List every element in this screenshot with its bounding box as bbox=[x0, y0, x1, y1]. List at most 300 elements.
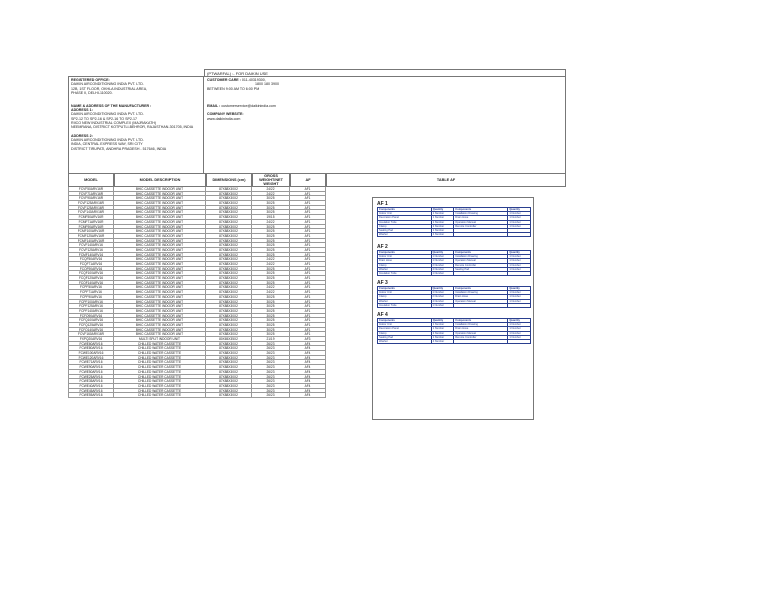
af-table bbox=[377, 207, 531, 237]
af-cell: AF1 bbox=[290, 257, 326, 262]
weight-cell: 30/25 bbox=[252, 332, 290, 337]
address-line: DAIKIN AIRCONDITIONING INDIA PVT. LTD. bbox=[71, 138, 144, 143]
af-table-cell: Operation Manual bbox=[454, 331, 508, 335]
model-cell: FCPF90ARV16 bbox=[68, 295, 114, 300]
weight-cell: 30/25 bbox=[252, 239, 290, 244]
model-cell: FCWE45ARV16 bbox=[68, 389, 114, 394]
af-cell: AF4 bbox=[290, 370, 326, 375]
dimensions-cell: 80X65X35X2 bbox=[206, 337, 252, 342]
af-table-cell bbox=[508, 340, 531, 344]
model-cell: FCWE100ARV16 bbox=[68, 351, 114, 356]
weight-cell: 24/22 bbox=[252, 257, 290, 262]
af-table-cell: Installation Drawing bbox=[454, 212, 508, 216]
dimensions-cell: 87X88X30X2 bbox=[206, 276, 252, 281]
af-table-cell: Insulation Tube bbox=[378, 303, 432, 307]
af-table-cell: 4 Number bbox=[431, 299, 454, 303]
af-table-cell: Components bbox=[378, 251, 432, 255]
af-table-cell: 2 Number bbox=[431, 295, 454, 299]
af-tables bbox=[372, 197, 534, 420]
af-cell: AF1 bbox=[290, 225, 326, 230]
description-cell: BHIC CASSETTE INDOOR UNIT bbox=[114, 220, 206, 225]
weight-cell: 30/25 bbox=[252, 243, 290, 248]
model-cell: FCWE80ARV16 bbox=[68, 346, 114, 351]
weight-cell: 30/25 bbox=[252, 225, 290, 230]
af-table-row bbox=[378, 340, 531, 344]
af-table-cell bbox=[454, 272, 508, 276]
description-cell: BHIC CASSETTE INDOOR UNIT bbox=[114, 248, 206, 253]
dimensions-cell: 87X88X30X2 bbox=[206, 196, 252, 201]
description-cell: BHIC CASSETTE INDOOR UNIT bbox=[114, 304, 206, 309]
model-cell: FXPQ20ARV16 bbox=[68, 337, 114, 342]
af-table-cell: 1 Number bbox=[508, 220, 531, 224]
weight-cell: 26/23 bbox=[252, 360, 290, 365]
af-table-cell: Quantity bbox=[431, 208, 454, 212]
af-cell: AF1 bbox=[290, 309, 326, 314]
af-table-cell: Components bbox=[454, 208, 508, 212]
af-cell: AF4 bbox=[290, 346, 326, 351]
dimensions-cell: 87X88X30X2 bbox=[206, 215, 252, 220]
registered-office-title: REGISTERED OFFICE: bbox=[71, 78, 110, 82]
model-cell: FCPF71ARV16 bbox=[68, 290, 114, 295]
description-cell: BHIC CASSETTE INDOOR UNIT bbox=[114, 206, 206, 211]
af-table-cell: Indoor Unit bbox=[378, 323, 432, 327]
af-table-cell: Remote Controller bbox=[454, 224, 508, 228]
dimensions-cell: 87X88X30X2 bbox=[206, 393, 252, 398]
af-table-group bbox=[377, 312, 531, 344]
af-cell: AF1 bbox=[290, 234, 326, 239]
af-table-cell: Drain Hose bbox=[454, 327, 508, 331]
af-table-cell: Components bbox=[378, 287, 432, 291]
weight-cell: 26/23 bbox=[252, 393, 290, 398]
weight-cell: 26/23 bbox=[252, 356, 290, 361]
weight-cell: 24/22 bbox=[252, 187, 290, 192]
af-cell: AF1 bbox=[290, 267, 326, 272]
weight-cell: 30/25 bbox=[252, 234, 290, 239]
col-dimensions: DIMENSIONS (cm) bbox=[206, 174, 252, 187]
dimensions-cell: 87X88X30X2 bbox=[206, 192, 252, 197]
weight-cell: 30/25 bbox=[252, 276, 290, 281]
af-table-cell: Washer bbox=[378, 233, 432, 237]
description-cell: CHILLED WATER CASSETTE bbox=[114, 389, 206, 394]
description-cell: CHILLED WATER CASSETTE bbox=[114, 342, 206, 347]
address-line: INDIA, CENTRAL EXPRESS WAY, SRI CITY bbox=[71, 142, 143, 147]
af-cell: AF4 bbox=[290, 384, 326, 389]
col-description: MODEL DESCRIPTION bbox=[114, 174, 206, 187]
description-cell: BHIC CASSETTE INDOOR UNIT bbox=[114, 276, 206, 281]
af-table-cell: Decoration Panel bbox=[378, 327, 432, 331]
description-cell: BHIC CASSETTE INDOOR UNIT bbox=[114, 332, 206, 337]
model-cell: FCVF50ARV16R bbox=[68, 187, 114, 192]
af-table-cell: 1 Number bbox=[431, 255, 454, 259]
weight-cell: 30/25 bbox=[252, 300, 290, 305]
weight-cell: 30/25 bbox=[252, 309, 290, 314]
af-cell: AF1 bbox=[290, 290, 326, 295]
weight-cell: 30/25 bbox=[252, 253, 290, 258]
model-cell: FCPF125ARV16 bbox=[68, 304, 114, 309]
af-table-cell: 2 Number bbox=[431, 331, 454, 335]
af-table-cell: Components bbox=[378, 208, 432, 212]
af-cell: AF4 bbox=[290, 375, 326, 380]
model-cell: FCFQ140ARV16 bbox=[68, 328, 114, 333]
address-line: DAIKIN AIRCONDITIONING INDIA PVT. LTD. bbox=[71, 82, 144, 87]
address-line: NEEMRANA, DISTRICT KOTPUTLI-BEHROR, RAJASTHAN-301705, INDIA bbox=[71, 125, 194, 130]
af-cell: AF4 bbox=[290, 389, 326, 394]
af-table-cell: Quantity bbox=[431, 319, 454, 323]
model-cell: FCQF125ARV16 bbox=[68, 276, 114, 281]
description-cell: BHIC CASSETTE INDOOR UNIT bbox=[114, 328, 206, 333]
col-table-af: TABLE AF bbox=[326, 174, 566, 187]
col-model: MODEL bbox=[68, 174, 114, 187]
model-cell: FCQF140ARV16 bbox=[68, 281, 114, 286]
weight-cell: 24/22 bbox=[252, 290, 290, 295]
af-cell: AF4 bbox=[290, 342, 326, 347]
dimensions-cell: 87X88X30X2 bbox=[206, 304, 252, 309]
af-table-cell bbox=[454, 340, 508, 344]
description-cell: BHIC CASSETTE INDOOR UNIT bbox=[114, 300, 206, 305]
af-cell: AF1 bbox=[290, 187, 326, 192]
dimensions-cell: 87X88X30X2 bbox=[206, 229, 252, 234]
af-table-cell: 2 Number bbox=[431, 224, 454, 228]
af-table-cell: 1 Number bbox=[508, 255, 531, 259]
description-cell: CHILLED WATER CASSETTE bbox=[114, 356, 206, 361]
weight-cell: 26/23 bbox=[252, 346, 290, 351]
weight-cell: 26/23 bbox=[252, 375, 290, 380]
dimensions-cell: 87X88X30X2 bbox=[206, 384, 252, 389]
address-line: PHASE II, DELHI-110020. bbox=[71, 90, 113, 95]
af-table-cell: 1 Number bbox=[431, 272, 454, 276]
af-cell: AF1 bbox=[290, 201, 326, 206]
address-block bbox=[68, 76, 204, 174]
model-cell: FCQF90ARV16 bbox=[68, 267, 114, 272]
af-table-cell: 1 Number bbox=[508, 295, 531, 299]
description-cell: CHILLED WATER CASSETTE bbox=[114, 346, 206, 351]
model-cell: FCQF100ARV16 bbox=[68, 271, 114, 276]
dimensions-cell: 87X88X30X2 bbox=[206, 187, 252, 192]
description-cell: CHILLED WATER CASSETTE bbox=[114, 375, 206, 380]
af-cell: AF1 bbox=[290, 220, 326, 225]
model-cell: FCPF100ARV16 bbox=[68, 300, 114, 305]
af-table-cell: Installation Drawing bbox=[454, 255, 508, 259]
col-af: AF bbox=[290, 174, 326, 187]
description-cell: CHILLED WATER CASSETTE bbox=[114, 393, 206, 398]
weight-cell: 30/25 bbox=[252, 281, 290, 286]
description-cell: BHIC CASSETTE INDOOR UNIT bbox=[114, 281, 206, 286]
af-table-cell: Operation Manual bbox=[454, 299, 508, 303]
address-line: SP2-12 TO SP2-16 & SP2-16 TO SP2-17 bbox=[71, 116, 138, 121]
address-line: RIICO NEW INDUSTRIAL COMPLEX (MAJRAKATH) bbox=[71, 120, 157, 125]
model-cell: FCVF125ARV16R bbox=[68, 201, 114, 206]
weight-cell: 30/25 bbox=[252, 271, 290, 276]
af-cell: AF1 bbox=[290, 276, 326, 281]
description-cell: BHIC CASSETTE INDOOR UNIT bbox=[114, 318, 206, 323]
af-cell: AF1 bbox=[290, 300, 326, 305]
weight-cell: 26/23 bbox=[252, 389, 290, 394]
website-link[interactable]: www.daikinindia.com bbox=[207, 116, 241, 121]
af-cell: AF1 bbox=[290, 271, 326, 276]
model-cell: FCVF125ARV16 bbox=[68, 248, 114, 253]
dimensions-cell: 87X88X30X2 bbox=[206, 225, 252, 230]
af-table-cell: Drain Hose bbox=[454, 295, 508, 299]
af-cell: AF1 bbox=[290, 332, 326, 337]
description-cell: CHILLED WATER CASSETTE bbox=[114, 365, 206, 370]
description-cell: BHIC CASSETTE INDOOR UNIT bbox=[114, 257, 206, 262]
description-cell: BHIC CASSETTE INDOOR UNIT bbox=[114, 225, 206, 230]
hours: BETWEEN 9:00 AM TO 6:00 PM bbox=[207, 86, 260, 91]
description-cell: CHILLED WATER CASSETTE bbox=[114, 379, 206, 384]
af-table-cell: Components bbox=[454, 287, 508, 291]
model-cell: FCQF50ARV16 bbox=[68, 257, 114, 262]
af-table-cell: Clamp bbox=[378, 295, 432, 299]
description-cell: BHIC CASSETTE INDOOR UNIT bbox=[114, 314, 206, 319]
af-cell: AF1 bbox=[290, 215, 326, 220]
af-cell: AF4 bbox=[290, 351, 326, 356]
spec-sheet bbox=[68, 69, 566, 452]
dimensions-cell: 87X88X30X2 bbox=[206, 234, 252, 239]
weight-cell: 30/25 bbox=[252, 201, 290, 206]
description-cell: CHILLED WATER CASSETTE bbox=[114, 351, 206, 356]
description-cell: BHIC CASSETTE INDOOR UNIT bbox=[114, 239, 206, 244]
af-table-cell: Indoor Unit bbox=[378, 212, 432, 216]
dimensions-cell: 87X88X30X2 bbox=[206, 346, 252, 351]
af-table-cell: Remote Controller bbox=[454, 335, 508, 339]
dimensions-cell: 87X88X30X2 bbox=[206, 285, 252, 290]
description-cell: BHIC CASSETTE INDOOR UNIT bbox=[114, 243, 206, 248]
af-cell: AF1 bbox=[290, 229, 326, 234]
description-cell: BHIC CASSETTE INDOOR UNIT bbox=[114, 196, 206, 201]
weight-cell: 30/25 bbox=[252, 229, 290, 234]
dimensions-cell: 87X88X30X2 bbox=[206, 290, 252, 295]
weight-cell: 30/25 bbox=[252, 210, 290, 215]
af-cell: AF1 bbox=[290, 262, 326, 267]
dimensions-cell: 87X88X30X2 bbox=[206, 318, 252, 323]
af-table-title: AF 2 bbox=[377, 244, 388, 250]
af-table-title: AF 1 bbox=[377, 201, 388, 207]
dimensions-cell: 87X88X30X2 bbox=[206, 220, 252, 225]
af-table-cell: 1 Number bbox=[508, 224, 531, 228]
af-table-cell: Decoration Panel bbox=[378, 216, 432, 220]
description-cell: BHIC CASSETTE INDOOR UNIT bbox=[114, 234, 206, 239]
dimensions-cell: 87X88X30X2 bbox=[206, 262, 252, 267]
af-cell: AF1 bbox=[290, 328, 326, 333]
address1-title: ADDRESS 1: bbox=[71, 108, 93, 113]
dimensions-cell: 87X88X30X2 bbox=[206, 300, 252, 305]
model-cell: FCFQ100ARV16 bbox=[68, 318, 114, 323]
af-cell: AF4 bbox=[290, 356, 326, 361]
af-table bbox=[377, 318, 531, 344]
address-line: 12B, 1ST FLOOR, OKHLA INDUSTRIAL AREA, bbox=[71, 86, 148, 91]
af-table-cell: Installation Drawing bbox=[454, 323, 508, 327]
af-table-cell: Components bbox=[378, 319, 432, 323]
description-cell: BHIC CASSETTE INDOOR UNIT bbox=[114, 192, 206, 197]
description-cell: BHIC CASSETTE INDOOR UNIT bbox=[114, 187, 206, 192]
weight-cell: 24/22 bbox=[252, 192, 290, 197]
dimensions-cell: 87X88X30X2 bbox=[206, 281, 252, 286]
af-cell: AF4 bbox=[290, 393, 326, 398]
description-cell: BHIC CASSETTE INDOOR UNIT bbox=[114, 295, 206, 300]
dimensions-cell: 87X88X30X2 bbox=[206, 360, 252, 365]
af-cell: AF1 bbox=[290, 206, 326, 211]
model-cell: FCWE71ARV16 bbox=[68, 360, 114, 365]
weight-cell: 26/23 bbox=[252, 365, 290, 370]
af-table-cell: Quantity bbox=[431, 287, 454, 291]
af-table-cell: Washer bbox=[378, 299, 432, 303]
af-table-title: AF 4 bbox=[377, 312, 388, 318]
dimensions-cell: 87X88X30X2 bbox=[206, 328, 252, 333]
dimensions-cell: 87X88X30X2 bbox=[206, 351, 252, 356]
weight-cell: 19/15 bbox=[252, 215, 290, 220]
af-table-cell: 1 Number bbox=[431, 303, 454, 307]
af-table-cell: 4 Number bbox=[431, 233, 454, 237]
model-cell: FCVF140ARV16R bbox=[68, 210, 114, 215]
description-cell: BHIC CASSETTE INDOOR UNIT bbox=[114, 253, 206, 258]
af-table-cell: 1 Number bbox=[508, 216, 531, 220]
af-cell: AF1 bbox=[290, 314, 326, 319]
af-table-cell: Sealing Pad bbox=[378, 335, 432, 339]
description-cell: BHIC CASSETTE INDOOR UNIT bbox=[114, 215, 206, 220]
weight-cell: 24/22 bbox=[252, 285, 290, 290]
description-cell: BHIC CASSETTE INDOOR UNIT bbox=[114, 285, 206, 290]
af-table-cell: Operation Manual bbox=[454, 220, 508, 224]
af-table-title: AF 3 bbox=[377, 280, 388, 286]
af-cell: AF1 bbox=[290, 295, 326, 300]
af-cell: AF4 bbox=[290, 365, 326, 370]
model-cell: FCPF50ARV16 bbox=[68, 285, 114, 290]
model-cell: FCFQ90ARV16 bbox=[68, 314, 114, 319]
af-table-cell: Washer bbox=[378, 267, 432, 271]
website-label: COMPANY WEBSITE: bbox=[207, 112, 244, 117]
af-table-group bbox=[377, 201, 531, 237]
model-cell: FCMF50ARV16R bbox=[68, 215, 114, 220]
af-table-cell: Clamp bbox=[378, 331, 432, 335]
weight-cell: 24/22 bbox=[252, 220, 290, 225]
weight-cell: 30/25 bbox=[252, 295, 290, 300]
weight-cell: 30/25 bbox=[252, 304, 290, 309]
email-link[interactable]: customerservice@daikinindia.com bbox=[221, 103, 276, 108]
af-table-cell: 1 Number bbox=[431, 212, 454, 216]
dimensions-cell: 87X88X30X2 bbox=[206, 206, 252, 211]
weight-cell: 30/25 bbox=[252, 323, 290, 328]
dimensions-cell: 87X88X30X2 bbox=[206, 323, 252, 328]
af-cell: AF1 bbox=[290, 285, 326, 290]
af-cell: AF1 bbox=[290, 281, 326, 286]
af-table-cell: Quantity bbox=[508, 208, 531, 212]
af-table-row bbox=[378, 272, 531, 276]
af-table-cell: Quantity bbox=[508, 319, 531, 323]
af-table-cell: Washer bbox=[378, 340, 432, 344]
description-cell: BHIC CASSETTE INDOOR UNIT bbox=[114, 323, 206, 328]
dimensions-cell: 87X88X30X2 bbox=[206, 295, 252, 300]
customer-care-phone: 011-40319300, bbox=[241, 78, 266, 82]
af-table-cell: Installation Drawing bbox=[454, 291, 508, 295]
af-table-cell: 1 Number bbox=[431, 291, 454, 295]
model-cell: FCWE55ARV16 bbox=[68, 393, 114, 398]
dimensions-cell: 87X88X30X2 bbox=[206, 257, 252, 262]
af-table-cell: 2 Number bbox=[431, 263, 454, 267]
af-table-cell: 1 Number bbox=[431, 216, 454, 220]
af-table-cell: 1 Number bbox=[431, 259, 454, 263]
table-row bbox=[68, 393, 326, 398]
dimensions-cell: 87X88X30X2 bbox=[206, 332, 252, 337]
af-table-cell: 4 Number bbox=[431, 340, 454, 344]
model-table bbox=[68, 187, 326, 398]
af-table-cell: Remote Controller bbox=[454, 263, 508, 267]
dimensions-cell: 87X88X30X2 bbox=[206, 309, 252, 314]
weight-cell: 26/23 bbox=[252, 342, 290, 347]
manufacturer-title: NAME & ADDRESS OF THE MANUFACTURER : bbox=[71, 103, 152, 108]
af-table-cell: 1 Number bbox=[431, 327, 454, 331]
af-cell: AF1 bbox=[290, 243, 326, 248]
weight-cell: 26/23 bbox=[252, 379, 290, 384]
weight-cell: 30/25 bbox=[252, 314, 290, 319]
model-cell: FCWE90ARV16 bbox=[68, 365, 114, 370]
af-table-cell: Components bbox=[454, 251, 508, 255]
description-cell: BHIC CASSETTE INDOOR UNIT bbox=[114, 262, 206, 267]
model-cell: FCMF140ARV16R bbox=[68, 239, 114, 244]
address-line: DAIKIN AIRCONDITIONING INDIA PVT. LTD. bbox=[71, 112, 144, 117]
top-line: (PTWARFAL) :- FOR DAIKIN USE bbox=[204, 69, 566, 76]
af-table-cell: 1 Number bbox=[508, 212, 531, 216]
af-table-cell: Clamp bbox=[378, 263, 432, 267]
af-table bbox=[377, 286, 531, 308]
dimensions-cell: 87X88X30X2 bbox=[206, 239, 252, 244]
dimensions-cell: 87X88X30X2 bbox=[206, 201, 252, 206]
dimensions-cell: 87X88X30X2 bbox=[206, 389, 252, 394]
af-cell: AF1 bbox=[290, 318, 326, 323]
description-cell: BHIC CASSETTE INDOOR UNIT bbox=[114, 290, 206, 295]
dimensions-cell: 87X88X30X2 bbox=[206, 375, 252, 380]
af-cell: AF1 bbox=[290, 196, 326, 201]
weight-cell: 26/23 bbox=[252, 351, 290, 356]
af-cell: AF4 bbox=[290, 360, 326, 365]
af-table-cell: Indoor Unit bbox=[378, 255, 432, 259]
model-cell: FCMF100ARV16R bbox=[68, 229, 114, 234]
af-cell: AF1 bbox=[290, 248, 326, 253]
weight-cell: 30/25 bbox=[252, 248, 290, 253]
af-cell: AF1 bbox=[290, 253, 326, 258]
af-table-row bbox=[378, 303, 531, 307]
weight-cell: 30/25 bbox=[252, 318, 290, 323]
af-table-cell bbox=[454, 303, 508, 307]
af-cell: AF1 bbox=[290, 210, 326, 215]
model-cell: FCMF140ARV16 bbox=[68, 253, 114, 258]
description-cell: MULTI SPLIT INDOOR UNIT bbox=[114, 337, 206, 342]
model-cell: FCVF90ARV16R bbox=[68, 196, 114, 201]
af-table-cell: 1 Number bbox=[508, 267, 531, 271]
description-cell: BHIC CASSETTE INDOOR UNIT bbox=[114, 201, 206, 206]
af-table-cell: Components bbox=[454, 319, 508, 323]
af-table-row bbox=[378, 233, 531, 237]
model-cell: FCMF125ARV16R bbox=[68, 234, 114, 239]
af-cell: AF1 bbox=[290, 304, 326, 309]
af-table-cell: 1 Number bbox=[508, 263, 531, 267]
model-cell: FCQF71ARV16 bbox=[68, 262, 114, 267]
dimensions-cell: 87X88X30X2 bbox=[206, 379, 252, 384]
description-cell: BHIC CASSETTE INDOOR UNIT bbox=[114, 271, 206, 276]
af-table-cell: 1 Number bbox=[431, 229, 454, 233]
weight-cell: 26/23 bbox=[252, 384, 290, 389]
af-table-cell: Operation Manual bbox=[454, 259, 508, 263]
weight-cell: 30/25 bbox=[252, 206, 290, 211]
col-weight: GROSS WEIGHT/NET WEIGHT bbox=[252, 174, 290, 187]
description-cell: CHILLED WATER CASSETTE bbox=[114, 360, 206, 365]
model-cell: FCVF140ARV16 bbox=[68, 243, 114, 248]
af-table-cell: 1 Number bbox=[508, 335, 531, 339]
af-table-cell: Sealing Pad bbox=[378, 229, 432, 233]
model-cell: FCWE50ARV16 bbox=[68, 370, 114, 375]
af-table-cell bbox=[508, 233, 531, 237]
dimensions-cell: 87X88X30X2 bbox=[206, 365, 252, 370]
af-table-cell: 1 Number bbox=[508, 331, 531, 335]
